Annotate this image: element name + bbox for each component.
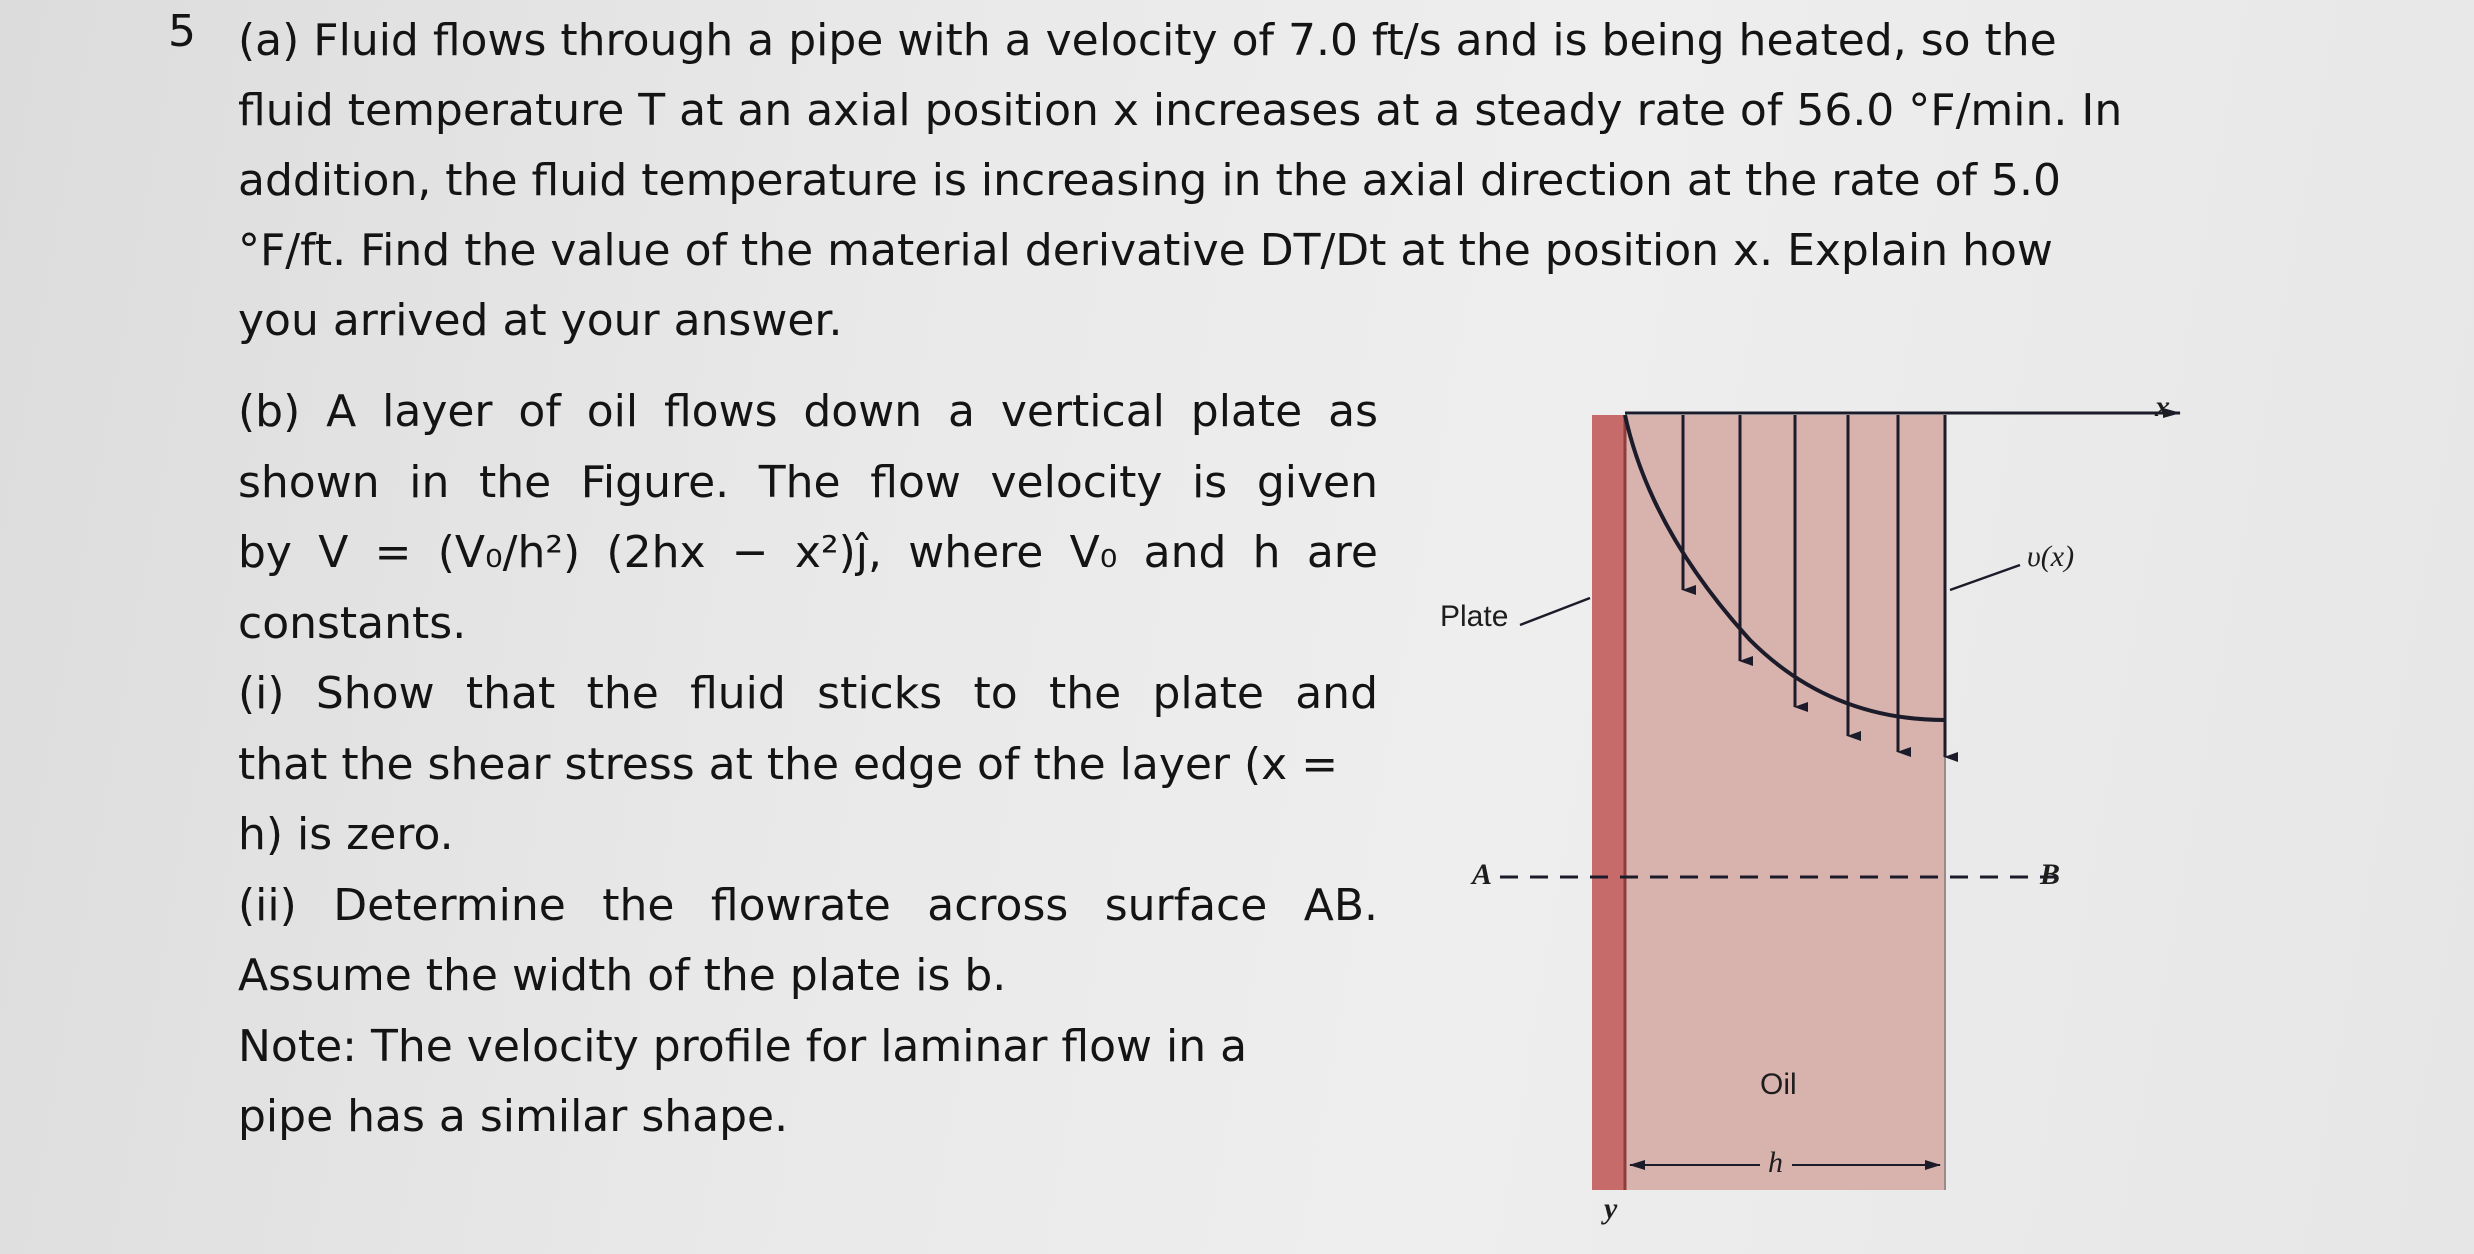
plate-label-leader xyxy=(1520,598,1590,625)
part-b-line: (b) A layer of oil flows down a vertical plate as xyxy=(238,386,1378,437)
part-a-line: °F/ft. Find the value of the material derivative DT/Dt at the position x. Explain how xyxy=(238,225,2053,276)
part-b-line: shown in the Figure. The flow velocity is given xyxy=(238,456,1378,508)
part-b-line: h) is zero. xyxy=(238,809,454,860)
y-axis-label: y xyxy=(1604,1192,1618,1225)
oil-flow-diagram xyxy=(1420,380,2440,1240)
part-a-line: fluid temperature T at an axial position x increases at a steady rate of 56.0 °F/min. In xyxy=(238,85,2123,136)
x-axis-label: x xyxy=(2155,390,2170,423)
section-a-label: A xyxy=(1472,858,1493,891)
part-b-text xyxy=(238,377,1378,1153)
problem-number: 5 xyxy=(168,6,196,57)
oil-flow-figure xyxy=(1420,380,2440,1240)
plate xyxy=(1592,415,1625,1190)
part-b-line: Note: The velocity profile for laminar flow in a xyxy=(238,1020,1248,1072)
oil-label: Oil xyxy=(1760,1068,1797,1101)
part-b-line: Assume the width of the plate is b. xyxy=(238,950,1007,1001)
velocity-label: υ(x) xyxy=(2027,540,2075,573)
part-b-line: by V = (V₀/h²) (2hx − x²)ĵ, where V₀ and h are xyxy=(238,527,1378,578)
section-b-label: B xyxy=(2040,858,2061,891)
part-a-text xyxy=(238,6,2238,356)
part-b-line: constants. xyxy=(238,597,467,649)
part-a-line: (a) Fluid flows through a pipe with a velocity of 7.0 ft/s and is being heated, so the xyxy=(238,15,2057,66)
part-b-line: (i) Show that the fluid sticks to the plate and xyxy=(238,668,1378,719)
part-b-line: that the shear stress at the edge of the layer (x = xyxy=(238,738,1339,790)
plate-label: Plate xyxy=(1440,600,1509,633)
thickness-label: h xyxy=(1768,1146,1783,1179)
part-b-line: (ii) Determine the flowrate across surface AB. xyxy=(238,879,1378,931)
part-a-line: you arrived at your answer. xyxy=(238,295,843,346)
part-b-line: pipe has a similar shape. xyxy=(238,1091,789,1142)
part-a-line: addition, the fluid temperature is increasing in the axial direction at the rate of 5.0 xyxy=(238,155,2061,206)
velocity-label-leader xyxy=(1950,565,2020,590)
